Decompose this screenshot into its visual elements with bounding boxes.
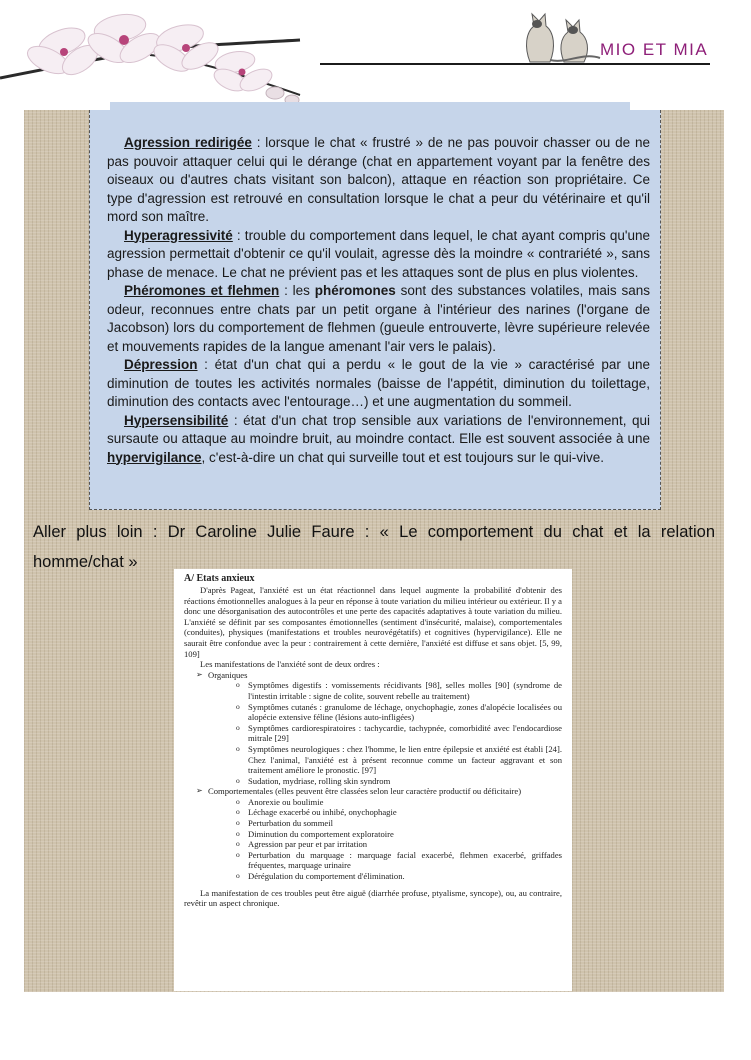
orchid-decoration — [0, 0, 330, 110]
excerpt-list-item: o Anorexie ou boulimie — [184, 797, 562, 808]
glossary-term: Dépression — [124, 357, 198, 372]
glossary-definition: : lorsque le chat « frustré » de ne pas pouvoir chasser ou de ne pas pouvoir attaquer celui qui le dérange (chat en appartement voyant par la fenêtre des oiseaux ou d'autres chats visitant son balcon), attaque en réaction son propriétaire. Ce type d'agression est retrouvé en consultation lorsque le chat a peur du vétérinaire et qu'il mord son maître. — [107, 135, 650, 224]
glossary-term: Hyperagressivité — [124, 227, 233, 243]
glossary-definition: , c'est-à-dire un chat qui surveille tout et est toujours sur le qui-vive. — [201, 449, 605, 465]
glossary-box — [89, 110, 661, 510]
excerpt-heading: A/ Etats anxieux — [184, 573, 255, 584]
glossary-entry — [107, 282, 650, 356]
excerpt-list-item: o Symptômes neurologiques : chez l'homme, le lien entre épilepsie et anxiété est établi [24]. Chez l'animal, l'anxiété est à présent reconnue comme un facteur aggravant et son traitement améliore le pronostic. [97] — [184, 744, 562, 776]
glossary-term: Hypersensibilité — [124, 412, 229, 428]
glossary-definition: : trouble du comportement dans lequel, le chat ayant compris qu'une agression permettait d'obtenir ce qu'il voulait, agresse dès la moindre « contrariété », sans phase de menace. Le chat ne prévient pas et les attaques sont de plus en plus violentes. — [107, 227, 650, 280]
excerpt-paragraph: D'après Pageat, l'anxiété est un état réactionnel dans lequel augmente la probabilité d'obtenir des réactions émotionnelles analogues à la peur en réponse à toute variation du milieu intérieur ou extérieur. Il y a donc une désorganisation des autocontrôles et une perte des capacités adaptatives à toute variation du milieu. L'anxiété se définit par ses composantes émotionnelles (sentiment d'insécurité, malaise), comportementales (conduites), physiques (manifestations et troubles neurovégétatifs) et cognitives (hypervigilance). Elle ne saurait être confondue avec la peur : contrairement à cette dernière, l'anxiété est diffuse et sans objet. [5, 99, 109] — [184, 585, 562, 659]
excerpt-list-item: o Symptômes cardiorespiratoires : tachycardie, tachypnée, comorbidité avec l'endocardiose mitrale [29] — [184, 723, 562, 744]
excerpt-category: ➢ Organiques — [184, 670, 562, 681]
excerpt-paragraph: La manifestation de ces troubles peut être aiguë (diarrhée profuse, ptyalisme, syncope), ou, au contraire, revêtir un aspect chronique. — [184, 887, 562, 909]
glossary-emphasis: phéromones — [314, 283, 396, 298]
glossary-definition: : état d'un chat trop sensible aux variations de l'environnement, qui sursaute ou attaque au moindre bruit, au moindre contact. Elle est souvent associée à une — [107, 412, 650, 446]
excerpt-list-item: o Sudation, mydriase, rolling skin syndrom — [184, 776, 562, 787]
clipped-text-area — [110, 102, 630, 114]
glossary-term: hypervigilance — [107, 449, 202, 465]
excerpt-list-item: o Léchage exacerbé ou inhibé, onychophagie — [184, 807, 562, 818]
cats-logo — [512, 2, 607, 64]
excerpt-list-item: o Symptômes cutanés : granulome de léchage, onychophagie, zones d'alopécie localisées ou alopécie extensive féline (lésions auto-infligées) — [184, 702, 562, 723]
brand-name: MIO ET MIA — [600, 40, 709, 59]
excerpt-list-item: o Symptômes digestifs : vomissements récidivants [98], selles molles [90] (syndrome de l'intestin irritable : signe de colite, souvent rebelle au traitement) — [184, 680, 562, 701]
excerpt-paragraph: Les manifestations de l'anxiété sont de deux ordres : — [200, 659, 380, 670]
further-reading — [33, 517, 715, 577]
excerpt-list-item: o Diminution du comportement exploratoire — [184, 829, 562, 840]
glossary-term: Phéromones et flehmen — [124, 283, 280, 298]
further-reading-line: homme/chat » — [33, 553, 138, 571]
glossary-definition: sont des substances volatiles, mais sans odeur, reconnues entre chats par un petit organe à l'intérieur des narines (l'organe de Jacobson) lors du comportement de flehmen (gueule entrouverte, lèvre supérieure relevée et mouvements rapides de la langue amenant l'air vers le palais). — [107, 283, 650, 354]
book-excerpt — [174, 569, 572, 991]
further-reading-line: Aller plus loin : Dr Caroline Julie Faure : « Le comportement du chat et la relation — [33, 523, 715, 541]
glossary-entry — [107, 412, 650, 468]
glossary-entry — [107, 134, 650, 227]
excerpt-list-item: o Perturbation du sommeil — [184, 818, 562, 829]
excerpt-list-item: o Perturbation du marquage : marquage facial exacerbé, flehmen exacerbé, griffades fréquentes, marquage urinaire — [184, 850, 562, 871]
excerpt-category: ➢ Comportementales (elles peuvent être classées selon leur caractère productif ou déficitaire) — [184, 786, 562, 797]
glossary-definition: : les — [279, 283, 315, 298]
excerpt-list-item: o Dérégulation du comportement d'élimination. — [184, 871, 562, 882]
glossary-term: Agression redirigée — [124, 135, 252, 150]
glossary-entry — [107, 356, 650, 412]
glossary-entry — [107, 227, 650, 283]
glossary-definition: : état d'un chat qui a perdu « le gout de la vie » caractérisé par une diminution de toutes les activités normales (baisse de l'appétit, diminution du toilettage, diminution des contacts avec l'entourage…) et une augmentation du sommeil. — [107, 357, 650, 409]
page-header — [0, 0, 751, 110]
excerpt-list-item: o Agression par peur et par irritation — [184, 839, 562, 850]
